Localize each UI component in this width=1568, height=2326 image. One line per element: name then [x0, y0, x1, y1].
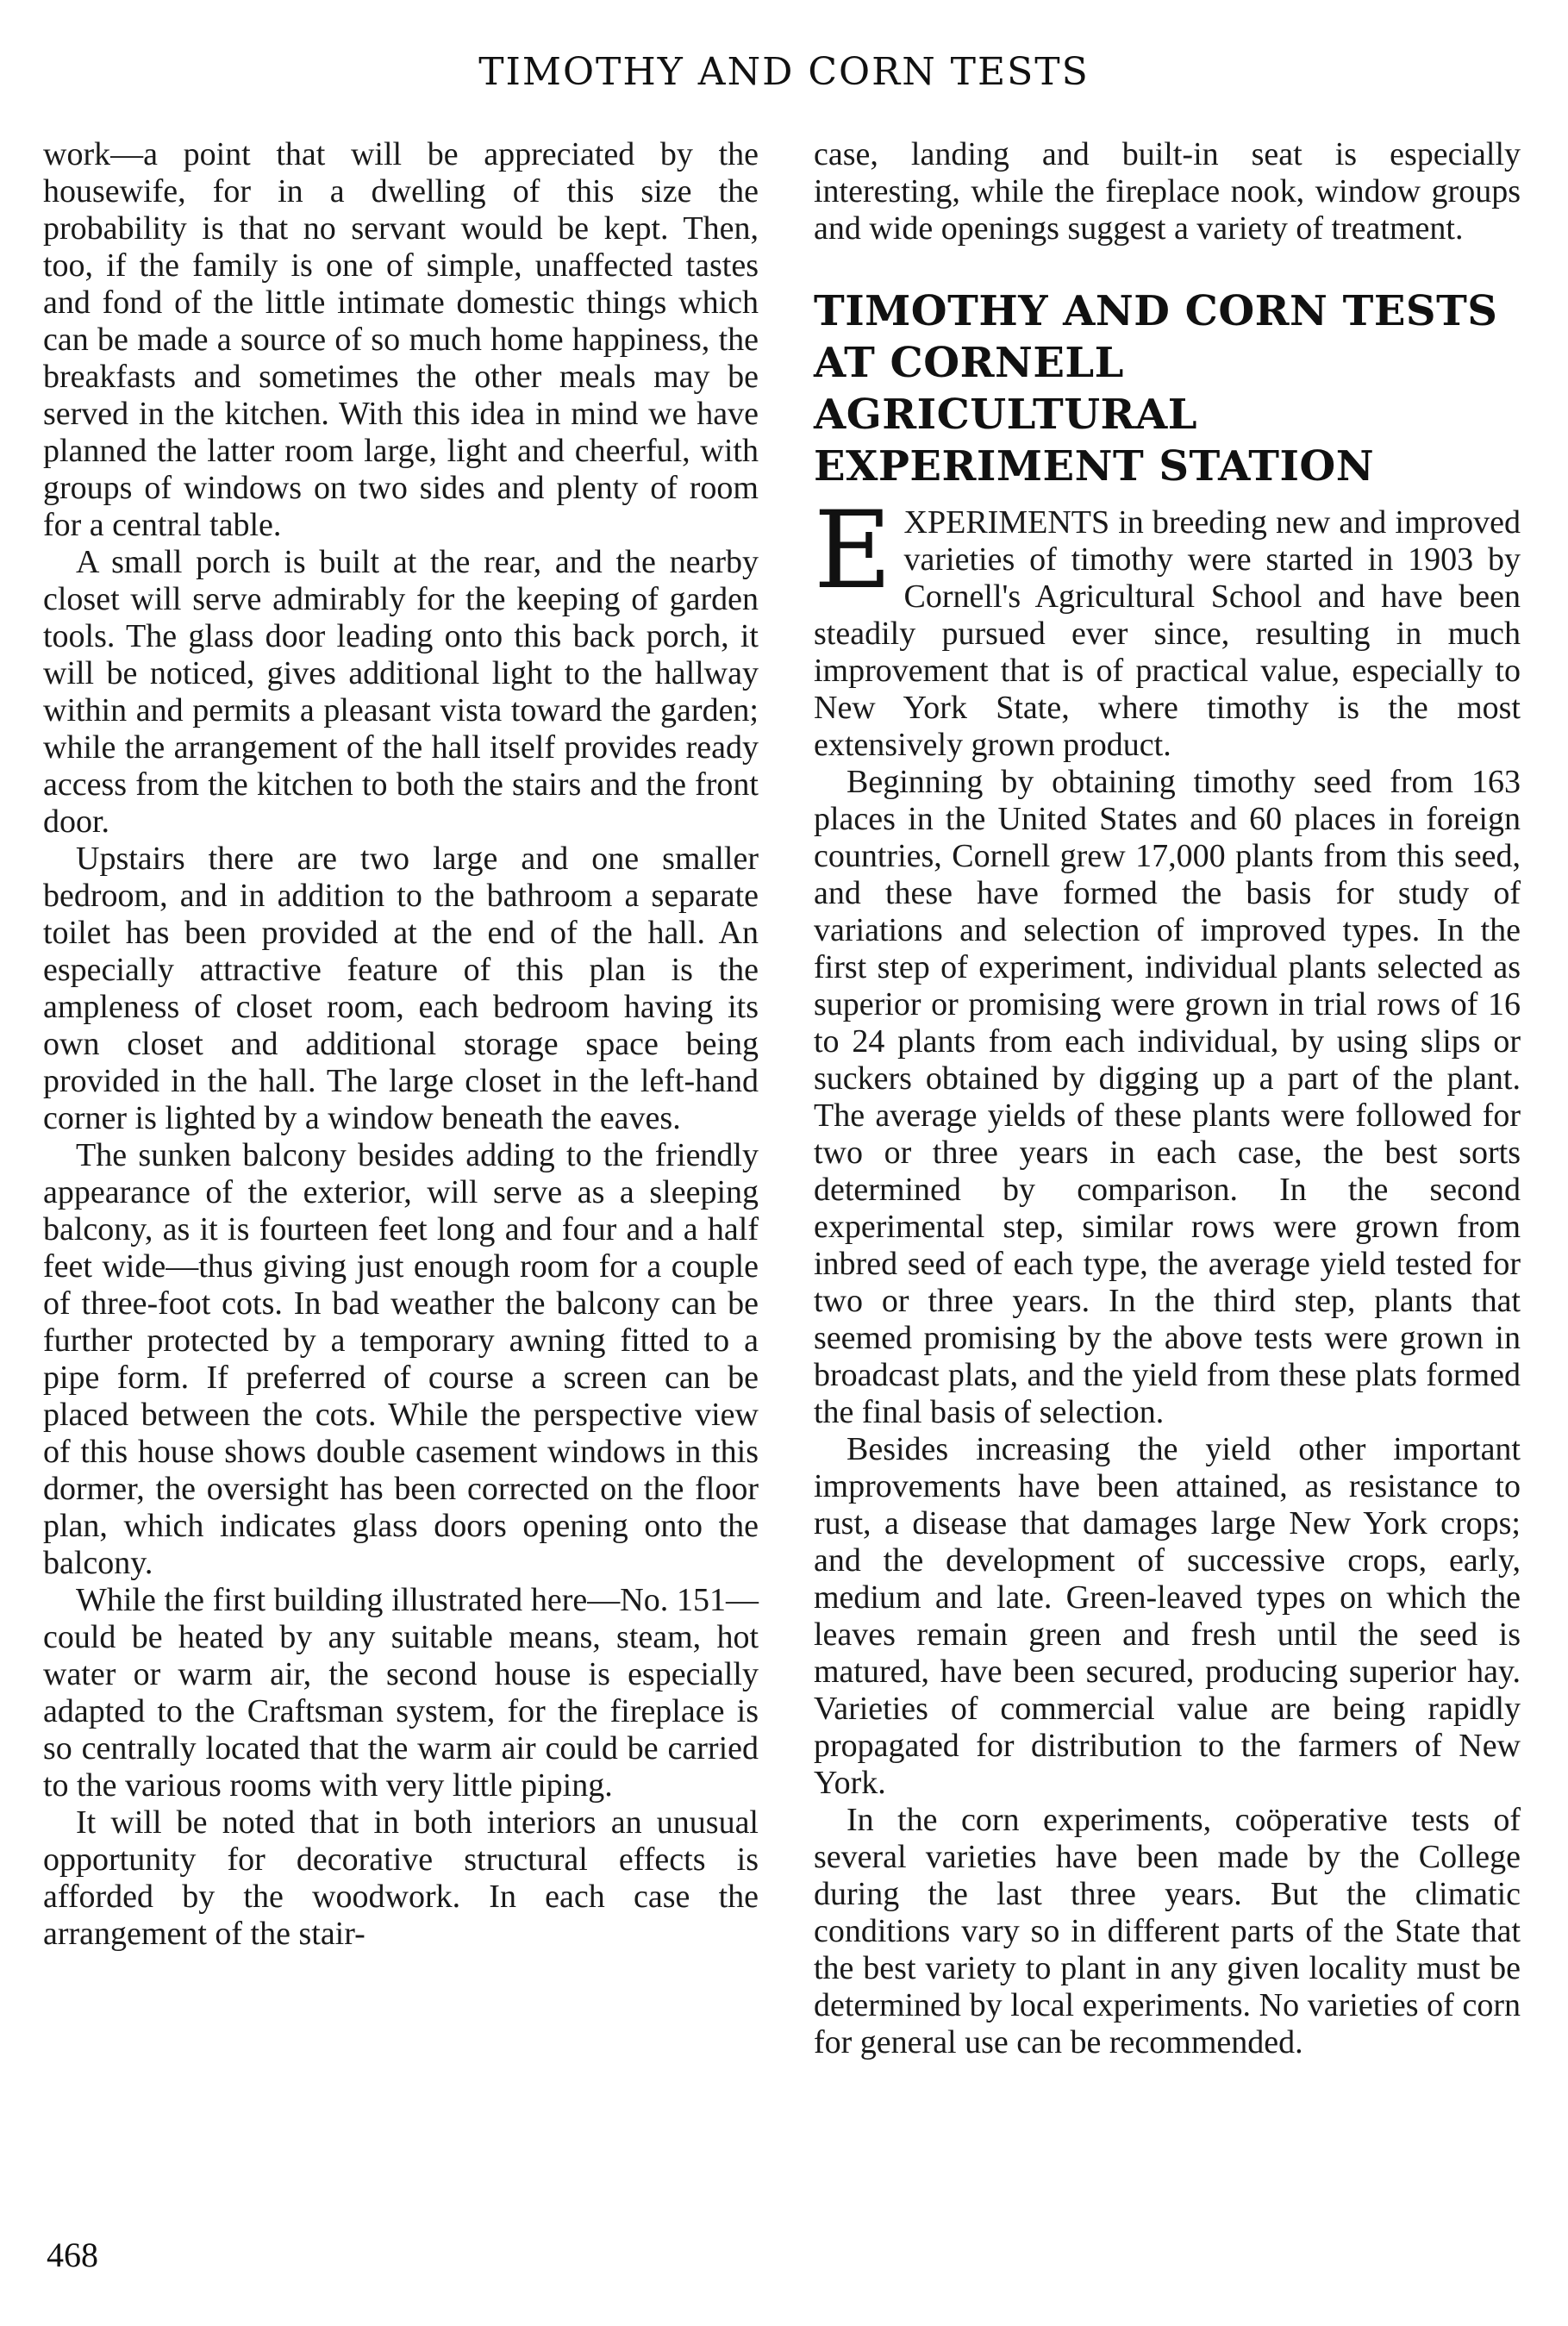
- first-paragraph: [814, 489, 1521, 764]
- page-number: 468: [47, 2235, 98, 2274]
- article-title: TIMOTHY AND CORN TESTS AT CORNELL AGRICULTURAL EXPERIMENT STATION: [814, 287, 1498, 491]
- first-paragraph-text: XPERIMENTS in breeding new and improved varieties of timothy were started in 1903 by Cornell's Agricultural School and have been steadily pursued ever since, resulting in much improvement that is of practical value, especially to New York State, where timothy is the most extensively grown product.: [814, 504, 1521, 763]
- right-column: [814, 136, 1521, 2061]
- paragraph-balcony: The sunken balcony besides adding to the friendly appearance of the exterior, will serve as a sleeping balcony, as it is fourteen feet long and four and a half feet wide—thus giving just enough room for a couple of three-foot cots. In bad weather the balcony can be further protected by a temporary awning fitted to a pipe form. If preferred of course a screen can be placed between the cots. While the perspective view of this house shows double casement windows in this dormer, the oversight has been corrected on the floor plan, which indicates glass doors opening onto the balcony.: [43, 1137, 759, 1581]
- drop-cap: E: [814, 489, 892, 613]
- continued-paragraph: case, landing and built-in seat is especially interesting, while the fireplace nook, window groups and wide openings suggest a variety of treatment.: [814, 136, 1521, 247]
- running-head: TIMOTHY AND CORN TESTS: [478, 50, 1090, 94]
- paragraph-woodwork: It will be noted that in both interiors an unusual opportunity for decorative structural effects is afforded by the woodwork. In each case the arrangement of the stair-: [43, 1804, 759, 1952]
- paragraph-porch: A small porch is built at the rear, and the nearby closet will serve admirably for the keeping of garden tools. The glass door leading onto this back porch, it will be noticed, gives additional light to the hallway within and permits a pleasant vista toward the garden; while the arrangement of the hall itself provides ready access from the kitchen to both the stairs and the front door.: [43, 544, 759, 840]
- left-column: [43, 136, 759, 1953]
- paragraph-seed-study: Beginning by obtaining timothy seed from 163 places in the United States and 60 places in foreign countries, Cornell grew 17,000 plants from this seed, and these have formed the basis for study of variations and selection of improved types. In the first step of experiment, individual plants selected as superior or promising were grown in trial rows of 16 to 24 plants from each individual, by using slips or suckers obtained by digging up a part of the plant. The average yields of these plants were followed for two or three years in each case, the best sorts determined by comparison. In the second experimental step, similar rows were grown from inbred seed of each type, the average yield tested for two or three years. In the third step, plants that seemed promising by the above tests were grown in broadcast plats, and the yield from these plats formed the final basis of selection.: [814, 764, 1521, 1430]
- paragraph-corn: In the corn experiments, coöperative tests of several varieties have been made by the College during the last three years. But the climatic conditions vary so in different parts of the State that the best variety to plant in any given locality must be determined by local experiments. No varieties of corn for general use can be recommended.: [814, 1802, 1521, 2060]
- paragraph-heating: While the first building illustrated here—No. 151—could be heated by any suitable means, steam, hot water or warm air, the second house is especially adapted to the Craftsman system, for the fireplace is so centrally located that the warm air could be carried to the various rooms with very little piping.: [43, 1582, 759, 1804]
- paragraph-upstairs: Upstairs there are two large and one smaller bedroom, and in addition to the bathroom a separate toilet has been provided at the end of the hall. An especially attractive feature of this plan is the ampleness of closet room, each bedroom having its own closet and additional storage space being provided in the hall. The large closet in the left-hand corner is lighted by a window beneath the eaves.: [43, 841, 759, 1136]
- continued-paragraph: work—a point that will be appreciated by the housewife, for in a dwelling of this size the probability is that no servant would be kept. Then, too, if the family is one of simple, unaffected tastes and fond of the little intimate domestic things which can be made a source of so much home happiness, the breakfasts and sometimes the other meals may be served in the kitchen. With this idea in mind we have planned the latter room large, light and cheerful, with groups of windows on two sides and plenty of room for a central table.: [43, 136, 759, 543]
- paragraph-improvements: Besides increasing the yield other important improvements have been attained, as resistance to rust, a disease that damages large New York crops; and the development of successive crops, early, medium and late. Green-leaved types on which the leaves remain green and fresh until the seed is matured, have been secured, producing superior hay. Varieties of commercial value are being rapidly propagated for distribution to the farmers of New York.: [814, 1431, 1521, 1801]
